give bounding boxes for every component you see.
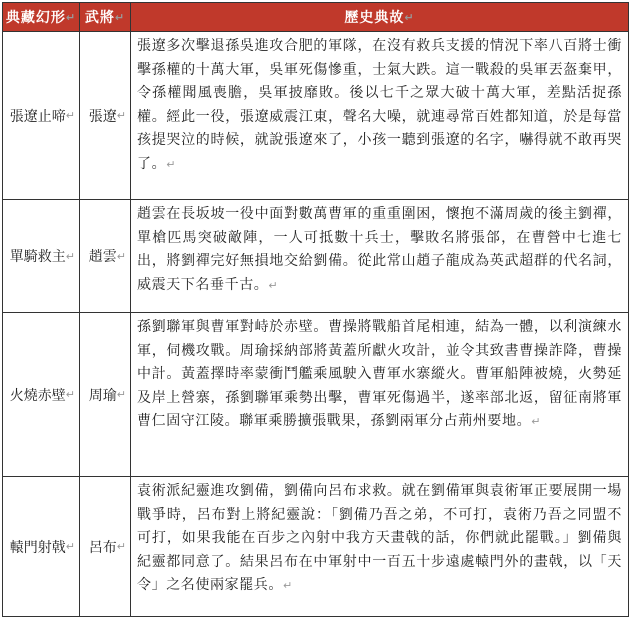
header-costume-label: 典藏幻形: [5, 10, 66, 26]
table-header: [3, 3, 628, 32]
header-general-label: 武將: [84, 10, 115, 26]
paragraph-mark: ↵: [116, 388, 126, 401]
paragraph-mark: ↵: [268, 278, 279, 292]
table-row: [3, 32, 628, 200]
story-text-content: 袁術派紀靈進攻劉備，劉備向呂布求救。就在劉備軍與袁術軍正要展開一場戰爭時，呂布對上將紀靈說：「劉備乃吾之弟，不可打，袁術乃吾之同盟不可打，如果我能在百步之內射中我方天畫戟的話，你們就此罷戰。」劉備與紀靈都同意了。結果呂布在中軍射中一百五十步遠處轅門外的畫戟，以「天令」之名使兩家罷兵。: [137, 483, 622, 593]
paragraph-mark: ↵: [65, 10, 77, 24]
story-text: [131, 313, 628, 476]
paragraph-mark: ↵: [65, 109, 75, 122]
general-name-text: 趙雲: [88, 249, 117, 265]
paragraph-mark: ↵: [531, 415, 542, 428]
paragraph-mark: ↵: [116, 249, 126, 263]
story-text: [131, 32, 628, 199]
general-name-text: 張遼: [88, 108, 117, 125]
general-name-text: 呂布: [88, 539, 117, 556]
table-row: [3, 477, 628, 616]
history-table: [2, 2, 629, 617]
paragraph-mark: ↵: [116, 109, 126, 122]
story-text-content: 張遼多次擊退孫吳進攻合肥的軍隊，在沒有救兵支援的情況下率八百將士衝擊孫權的十萬大軍，吳軍死傷慘重，士氣大跌。這一戰殺的吳軍丟盔棄甲，令孫權聞風喪膽，吳軍披靡敗。後以七千之眾大破十萬大軍，差點活捉孫權。經此一役，張遼威震江東，聲名大噪，就連尋常百姓都知道，於是每當孩提哭泣的時候，就說張遼來了，小孩一聽到張遼的名字，嚇得就不敢再哭了。: [137, 38, 622, 172]
costume-name-text: 張遼止啼: [9, 108, 66, 125]
general-name-text: 周瑜: [88, 387, 117, 404]
paragraph-mark: ↵: [65, 388, 75, 401]
general-name: [80, 477, 131, 616]
paragraph-mark: ↵: [114, 10, 126, 24]
paragraph-mark: ↵: [65, 540, 75, 553]
general-name: [80, 313, 131, 476]
header-costume: [3, 3, 80, 31]
paragraph-mark: ↵: [283, 579, 293, 592]
paragraph-mark: ↵: [116, 540, 126, 553]
general-name: [80, 200, 131, 312]
costume-name: [3, 32, 80, 199]
header-story: [131, 3, 628, 31]
costume-name: [3, 200, 80, 312]
paragraph-mark: ↵: [65, 249, 75, 263]
paragraph-mark: ↵: [166, 157, 177, 171]
table-row: [3, 200, 628, 313]
story-text: [131, 477, 628, 616]
costume-name-text: 單騎救主: [9, 249, 66, 265]
story-text-content: 孫劉聯軍與曹軍對峙於赤壁。曹操將戰船首尾相連，結為一體，以利演練水軍，伺機攻戰。周瑜採納部將黃蓋所獻火攻計，並令其致書曹操詐降，曹操中計。黃蓋擇時率蒙衝鬥艦乘風駛入曹軍水寨縱火。曹軍船陣被燒，火勢延及岸上營寨，孫劉聯軍乘勢出擊，曹軍死傷過半，遂率部北返，留征南將軍曹仁固守江陵。聯軍乘勝擴張戰果，孫劉兩軍分占荊州要地。: [137, 319, 622, 429]
paragraph-mark: ↵: [404, 10, 415, 24]
costume-name-text: 火燒赤壁: [9, 387, 66, 404]
story-text: [131, 200, 628, 312]
table-row: [3, 313, 628, 477]
general-name: [80, 32, 131, 199]
header-general: [80, 3, 131, 31]
story-text-content: 趙雲在長坂坡一役中面對數萬曹軍的重重圍困，懷抱不滿周歲的後主劉禪，單槍匹馬突破敵陣，一人可抵數十兵士，擊敗名將張郃，在曹營中七進七出，將劉禪完好無損地交給劉備。從此常山趙子龍成為英武超群的代名詞，威震天下名垂千古。: [137, 206, 622, 293]
costume-name-text: 轅門射戟: [9, 539, 66, 556]
costume-name: [3, 313, 80, 476]
costume-name: [3, 477, 80, 616]
header-story-label: 歷史典故: [344, 10, 405, 26]
